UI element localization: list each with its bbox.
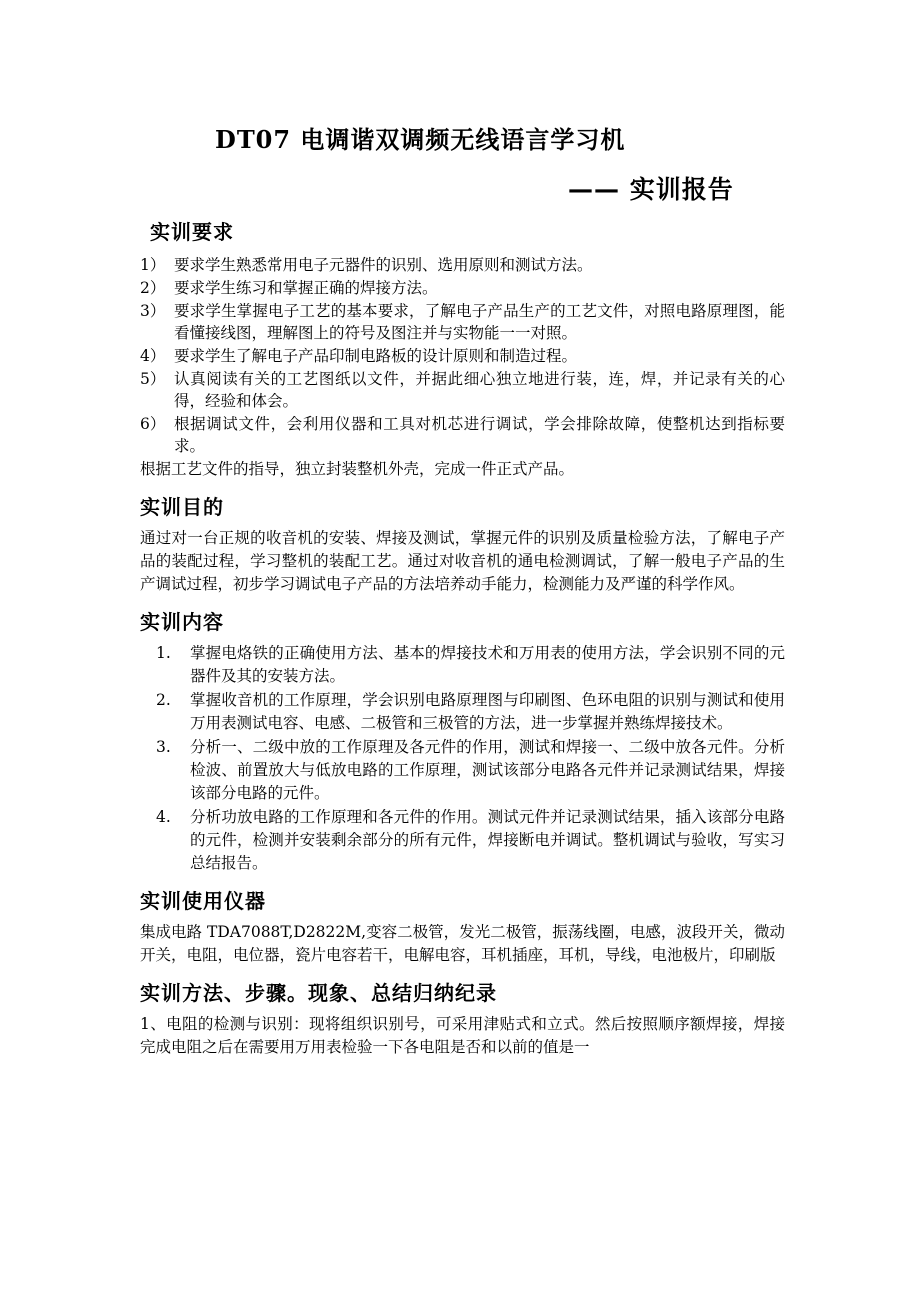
list-item bbox=[140, 254, 785, 276]
list-item-text: 要求学生练习和掌握正确的焊接方法。 bbox=[174, 279, 438, 297]
section-heading-purpose: 实训目的 bbox=[140, 495, 224, 519]
list-item bbox=[140, 689, 785, 735]
list-item bbox=[140, 806, 785, 875]
list-item bbox=[140, 300, 785, 344]
list-item-number: 5） bbox=[140, 370, 166, 388]
list-item-text: 分析一、二级中放的工作原理及各元件的作用，测试和焊接一、二级中放各元件。分析检波、前置放大与低放电路的工作原理，测试该部分电路各元件并记录测试结果，焊接该部分电路的元件。 bbox=[190, 738, 785, 802]
list-item-number: 6） bbox=[140, 415, 166, 433]
document-title: DT07 电调谐双调频无线语言学习机 bbox=[215, 125, 626, 154]
section-heading-content: 实训内容 bbox=[140, 610, 224, 634]
list-item bbox=[140, 345, 785, 367]
list-item-number: 1） bbox=[140, 256, 166, 274]
list-item-number: 4. bbox=[156, 808, 171, 826]
requirements-list bbox=[140, 254, 785, 457]
list-item-text: 要求学生熟悉常用电子元器件的识别、选用原则和测试方法。 bbox=[174, 256, 593, 274]
list-item-text: 根据调试文件，会利用仪器和工具对机芯进行调试，学会排除故障，使整机达到指标要求。 bbox=[174, 415, 785, 455]
list-item-number: 4） bbox=[140, 347, 166, 365]
section-heading-instruments: 实训使用仪器 bbox=[140, 889, 266, 913]
list-item-text: 认真阅读有关的工艺图纸以文件，并据此细心独立地进行装，连，焊，并记录有关的心得，经验和体会。 bbox=[174, 370, 785, 410]
list-item bbox=[140, 642, 785, 688]
list-item bbox=[140, 368, 785, 412]
section-heading-requirements: 实训要求 bbox=[150, 220, 234, 244]
document-body bbox=[140, 218, 785, 1059]
list-item-text: 要求学生掌握电子工艺的基本要求，了解电子产品生产的工艺文件，对照电路原理图，能看懂接线图，理解图上的符号及图注并与实物能一一对照。 bbox=[174, 302, 785, 342]
list-item bbox=[140, 736, 785, 805]
list-item-text: 要求学生了解电子产品印制电路板的设计原则和制造过程。 bbox=[174, 347, 578, 365]
list-item bbox=[140, 277, 785, 299]
document-subtitle: —— 实训报告 bbox=[568, 175, 734, 204]
section-heading-methods: 实训方法、步骤。现象、总结归纳纪录 bbox=[140, 981, 497, 1005]
list-item-number: 1. bbox=[156, 644, 171, 662]
purpose-paragraph: 通过对一台正规的收音机的安装、焊接及测试，掌握元件的识别及质量检验方法，了解电子产品的装配过程，学习整机的装配工艺。通过对收音机的通电检测调试，了解一般电子产品的生产调试过程，初步学习调试电子产品的方法培养动手能力，检测能力及严谨的科学作风。 bbox=[140, 529, 785, 593]
requirements-trailing-text: 根据工艺文件的指导，独立封装整机外壳，完成一件正式产品。 bbox=[140, 460, 575, 478]
list-item-text: 分析功放电路的工作原理和各元件的作用。测试元件并记录测试结果，插入该部分电路的元件，检测并安装剩余部分的所有元件，焊接断电并调试。整机调试与验收，写实习总结报告。 bbox=[190, 808, 785, 872]
list-item-number: 3. bbox=[156, 738, 171, 756]
list-item-number: 3） bbox=[140, 302, 166, 320]
methods-paragraph: 1、电阻的检测与识别：现将组织识别号，可采用津贴式和立式。然后按照顺序额焊接，焊接完成电阻之后在需要用万用表检验一下各电阻是否和以前的值是一 bbox=[140, 1015, 785, 1056]
list-item-number: 2） bbox=[140, 279, 166, 297]
list-item-text: 掌握收音机的工作原理，学会识别电路原理图与印刷图、色环电阻的识别与测试和使用万用表测试电容、电感、二极管和三极管的方法，进一步掌握并熟练焊接技术。 bbox=[190, 691, 785, 732]
list-item-number: 2. bbox=[156, 691, 171, 709]
list-item-text: 掌握电烙铁的正确使用方法、基本的焊接技术和万用表的使用方法，学会识别不同的元器件及其的安装方法。 bbox=[190, 644, 785, 685]
list-item bbox=[140, 413, 785, 457]
instruments-paragraph: 集成电路 TDA7088T,D2822M,变容二极管，发光二极管，振荡线圈，电感，波段开关，微动开关，电阻，电位器，瓷片电容若干，电解电容，耳机插座，耳机，导线，电池极片，印刷版 bbox=[140, 923, 785, 964]
content-list bbox=[140, 642, 785, 875]
